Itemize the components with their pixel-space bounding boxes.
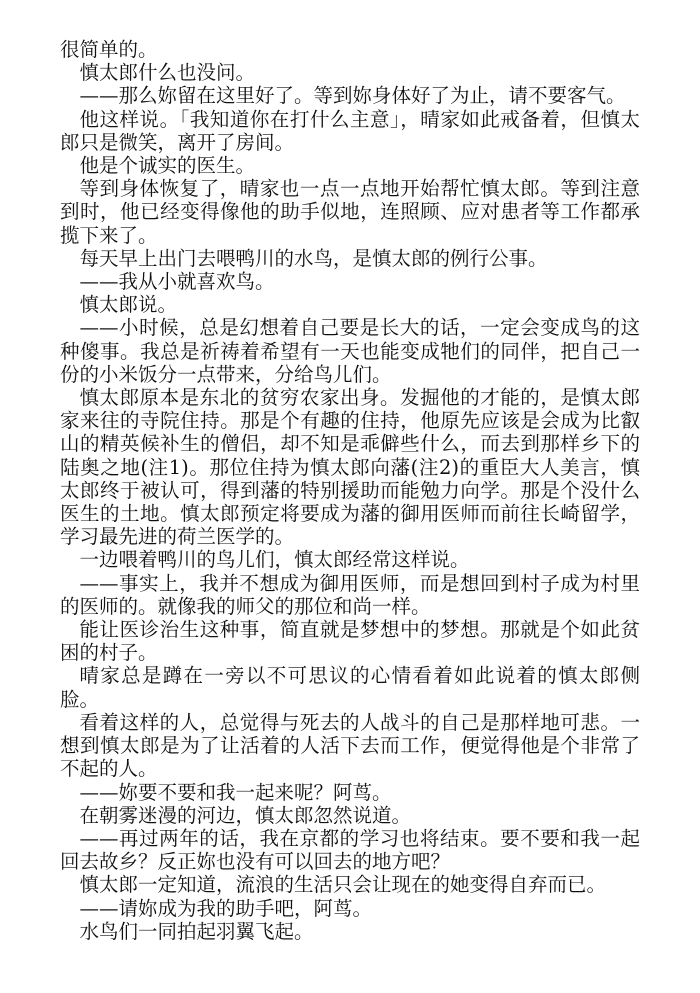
paragraph: 慎太郎一定知道，流浪的生活只会让现在的她变得自弃而已。 [79, 873, 607, 897]
paragraph: ——事实上，我并不想成为御用医师，而是想回到村子成为村里的医师的。就像我的师父的那位和尚一样。 [60, 571, 640, 618]
paragraph: 慎太郎什么也没问。 [79, 61, 256, 85]
paragraph: ——请妳成为我的助手吧，阿茑。 [79, 896, 373, 920]
paragraph: ——那么妳留在这里好了。等到妳身体好了为止，请不要客气。 [79, 84, 626, 108]
document-page [60, 38, 640, 943]
paragraph: 每天早上出门去喂鸭川的水鸟，是慎太郎的例行公事。 [79, 246, 548, 270]
paragraph: 他这样说。「我知道你在打什么主意」，晴家如此戒备着，但慎太郎只是微笑，离开了房间。 [60, 107, 640, 154]
paragraph: 在朝雾迷漫的河边，慎太郎忽然说道。 [79, 803, 412, 827]
paragraph: 晴家总是蹲在一旁以不可思议的心情看着如此说着的慎太郎侧脸。 [60, 664, 640, 711]
paragraph: 他是个诚实的医生。 [79, 154, 256, 178]
paragraph: 很简单的。 [60, 38, 158, 61]
paragraph: 能让医诊治生这种事，简直就是梦想中的梦想。那就是个如此贫困的村子。 [60, 618, 640, 665]
paragraph: ——我从小就喜欢鸟。 [79, 270, 275, 294]
paragraph: ——妳要不要和我一起来呢？阿茑。 [79, 780, 392, 804]
paragraph: ——再过两年的话，我在京都的学习也将结束。要不要和我一起回去故乡？反正妳也没有可以回去的地方吧？ [60, 826, 640, 874]
paragraph: 一边喂着鸭川的鸟儿们，慎太郎经常这样说。 [79, 548, 470, 572]
paragraph: 慎太郎原本是东北的贫穷农家出身。发掘他的才能的，是慎太郎家来往的寺院住持。那是个有趣的住持，他原先应该是会成为比叡山的精英候补生的僧侣，却不知是乖僻些什么，而去到那样乡下的陆奥之地(注1)。那位住持为慎太郎向藩(注2)的重臣大人美言，慎太郎终于被认可，得到藩的特别援助而能勉力向学。那是个没什么医生的土地。慎太郎预定将要成为藩的御用医师而前往长崎留学，学习最先进的荷兰医学的。 [60, 386, 640, 549]
paragraph: 慎太郎说。 [79, 293, 178, 317]
paragraph: 等到身体恢复了，晴家也一点一点地开始帮忙慎太郎。等到注意到时，他已经变得像他的助手似地，连照顾、应对患者等工作都承揽下来了。 [60, 177, 640, 247]
paragraph: 看着这样的人，总觉得与死去的人战斗的自己是那样地可悲。一想到慎太郎是为了让活着的人活下去而工作，便觉得他是个非常了不起的人。 [60, 710, 640, 781]
paragraph: 水鸟们一同拍起羽翼飞起。 [79, 919, 314, 943]
paragraph: ——小时候，总是幻想着自己要是长大的话，一定会变成鸟的这种傻事。我总是祈祷着希望有一天也能变成牠们的同伴，把自己一份的小米饭分一点带来，分给鸟儿们。 [60, 316, 640, 386]
